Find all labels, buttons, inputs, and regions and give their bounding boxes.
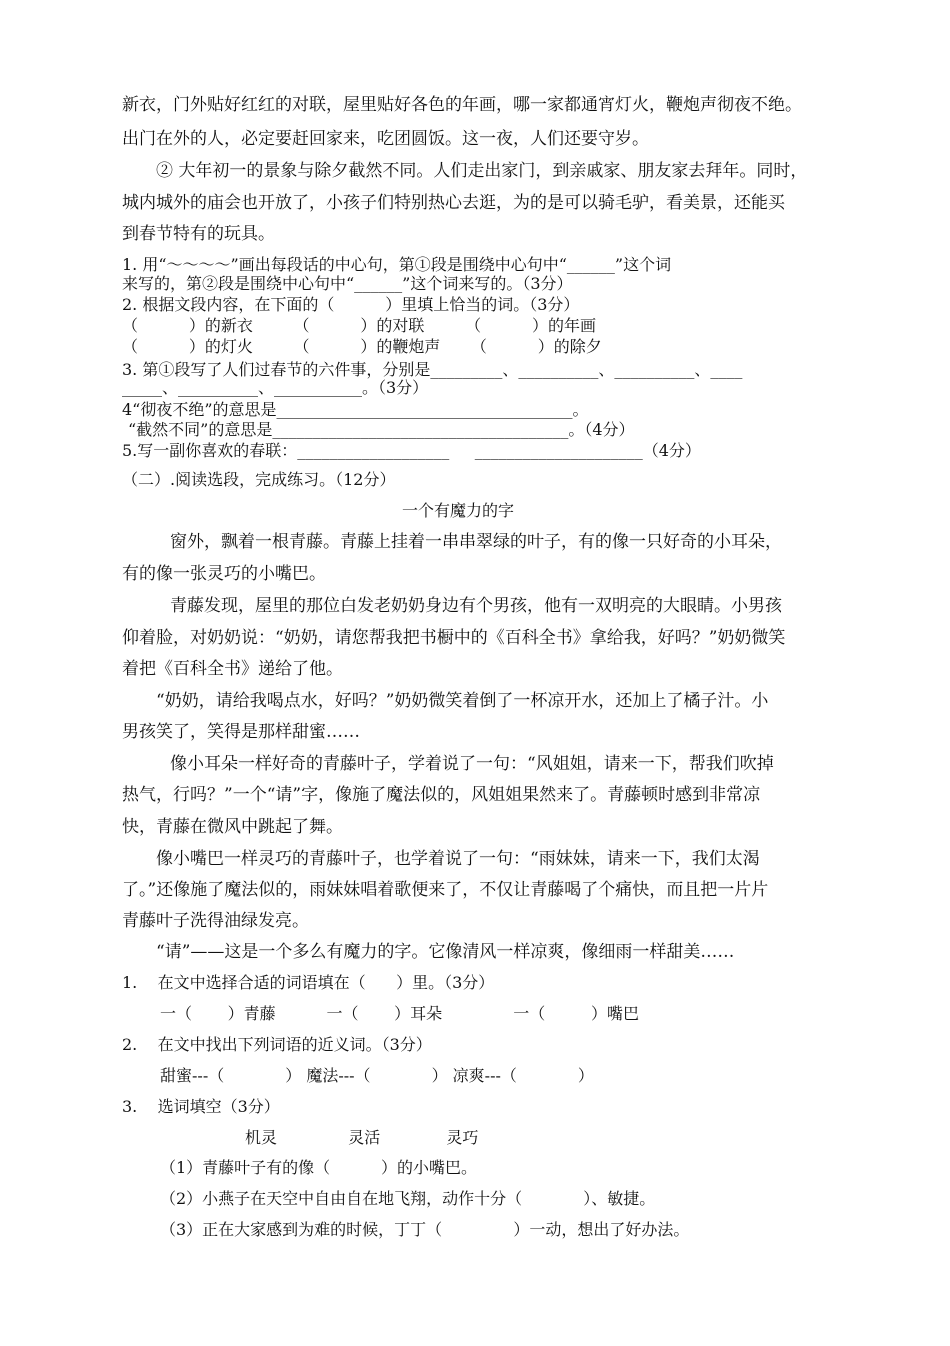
question-b1-row: 一（ ）青藤 一（ ）耳朵 一（ ）嘴巴 xyxy=(160,1004,640,1023)
question-b2: 2. 在文中找出下列词语的近义词。（3分） xyxy=(122,1035,432,1054)
question-3-line-1: 3. 第①段写了人们过春节的六件事，分别是_________、__________、__________、____ xyxy=(122,360,743,379)
question-4-line-1: 4“彻夜不绝”的意思是_____________________________________。 xyxy=(122,400,589,419)
question-2: 2. 根据文段内容，在下面的（ ）里填上恰当的词。（3分） xyxy=(122,295,580,314)
passage-line: 出门在外的人，必定要赶回家来，吃团圆饭。这一夜，人们还要守岁。 xyxy=(122,129,649,149)
passage-line: 青藤发现，屋里的那位白发老奶奶身边有个男孩，他有一双明亮的大眼睛。小男孩 xyxy=(170,596,782,616)
question-b2-row: 甜蜜---（ ） 魔法---（ ） 凉爽---（ ） xyxy=(160,1066,594,1085)
passage-line: 着把《百科全书》递给了他。 xyxy=(122,659,343,679)
section-two-header: （二）.阅读选段，完成练习。（12分） xyxy=(122,470,396,489)
passage-line: “奶奶，请给我喝点水，好吗？”奶奶微笑着倒了一杯凉开水，还加上了橘子汁。小 xyxy=(156,691,769,711)
question-2-row-1: （ ）的新衣 （ ）的对联 （ ）的年画 xyxy=(122,316,596,335)
passage-line: 仰着脸，对奶奶说：“奶奶，请您帮我把书橱中的《百科全书》拿给我，好吗？”奶奶微笑 xyxy=(122,628,786,648)
question-5: 5.写一副你喜欢的春联：___________________ _____________________（4分） xyxy=(122,441,701,460)
passage-line: 像小耳朵一样好奇的青藤叶子，学着说了一句：“风姐姐，请来一下，帮我们吹掉 xyxy=(170,754,774,774)
passage-line: 了。”还像施了魔法似的，雨妹妹唱着歌便来了，不仅让青藤喝了个痛快，而且把一片片 xyxy=(122,880,769,900)
passage-line: 男孩笑了，笑得是那样甜蜜…… xyxy=(122,722,360,742)
word-choices: 机灵 灵活 灵巧 xyxy=(245,1128,479,1147)
question-4-line-2: “截然不同”的意思是_____________________________________。（4分） xyxy=(128,420,635,439)
passage-line: 到春节特有的玩具。 xyxy=(122,224,275,244)
question-3-line-2: _____、__________、___________。（3分） xyxy=(122,378,429,397)
fill-sentence-2: （2）小燕子在天空中自由自在地飞翔，动作十分（ ）、敏捷。 xyxy=(160,1189,656,1208)
question-b3: 3. 选词填空（3分） xyxy=(122,1097,280,1116)
passage-line: ② 大年初一的景象与除夕截然不同。人们走出家门，到亲戚家、朋友家去拜年。同时， xyxy=(156,161,808,181)
question-1-line-1: 1. 用“～～～～”画出每段话的中心句，第①段是围绕中心句中“______”这个词 xyxy=(122,255,672,274)
passage-line: 青藤叶子洗得油绿发亮。 xyxy=(122,911,309,931)
passage-line: 城内城外的庙会也开放了，小孩子们特别热心去逛，为的是可以骑毛驴，看美景，还能买 xyxy=(122,193,785,213)
fill-sentence-3: （3）正在大家感到为难的时候，丁丁（ ）一动，想出了好办法。 xyxy=(160,1220,690,1239)
passage-line: 有的像一张灵巧的小嘴巴。 xyxy=(122,564,326,584)
passage-line: 热气，行吗？”一个“请”字，像施了魔法似的，风姐姐果然来了。青藤顿时感到非常凉 xyxy=(122,785,761,805)
passage-line: 像小嘴巴一样灵巧的青藤叶子，也学着说了一句：“雨妹妹，请来一下，我们太渴 xyxy=(156,849,760,869)
passage-title: 一个有魔力的字 xyxy=(402,501,515,520)
passage-line: 快，青藤在微风中跳起了舞。 xyxy=(122,817,343,837)
question-1-line-2: 来写的，第②段是围绕中心句中“______”这个词来写的。（3分） xyxy=(122,274,573,293)
question-2-row-2: （ ）的灯火 （ ）的鞭炮声 （ ）的除夕 xyxy=(122,337,602,356)
passage-line: 新衣，门外贴好红红的对联，屋里贴好各色的年画，哪一家都通宵灯火，鞭炮声彻夜不绝。 xyxy=(122,95,802,115)
passage-line: “请”——这是一个多么有魔力的字。它像清风一样凉爽，像细雨一样甜美…… xyxy=(156,942,735,962)
fill-sentence-1: （1）青藤叶子有的像（ ）的小嘴巴。 xyxy=(160,1158,478,1177)
passage-line: 窗外，飘着一根青藤。青藤上挂着一串串翠绿的叶子，有的像一只好奇的小耳朵， xyxy=(170,532,782,552)
question-b1: 1. 在文中选择合适的词语填在（ ）里。（3分） xyxy=(122,973,495,992)
